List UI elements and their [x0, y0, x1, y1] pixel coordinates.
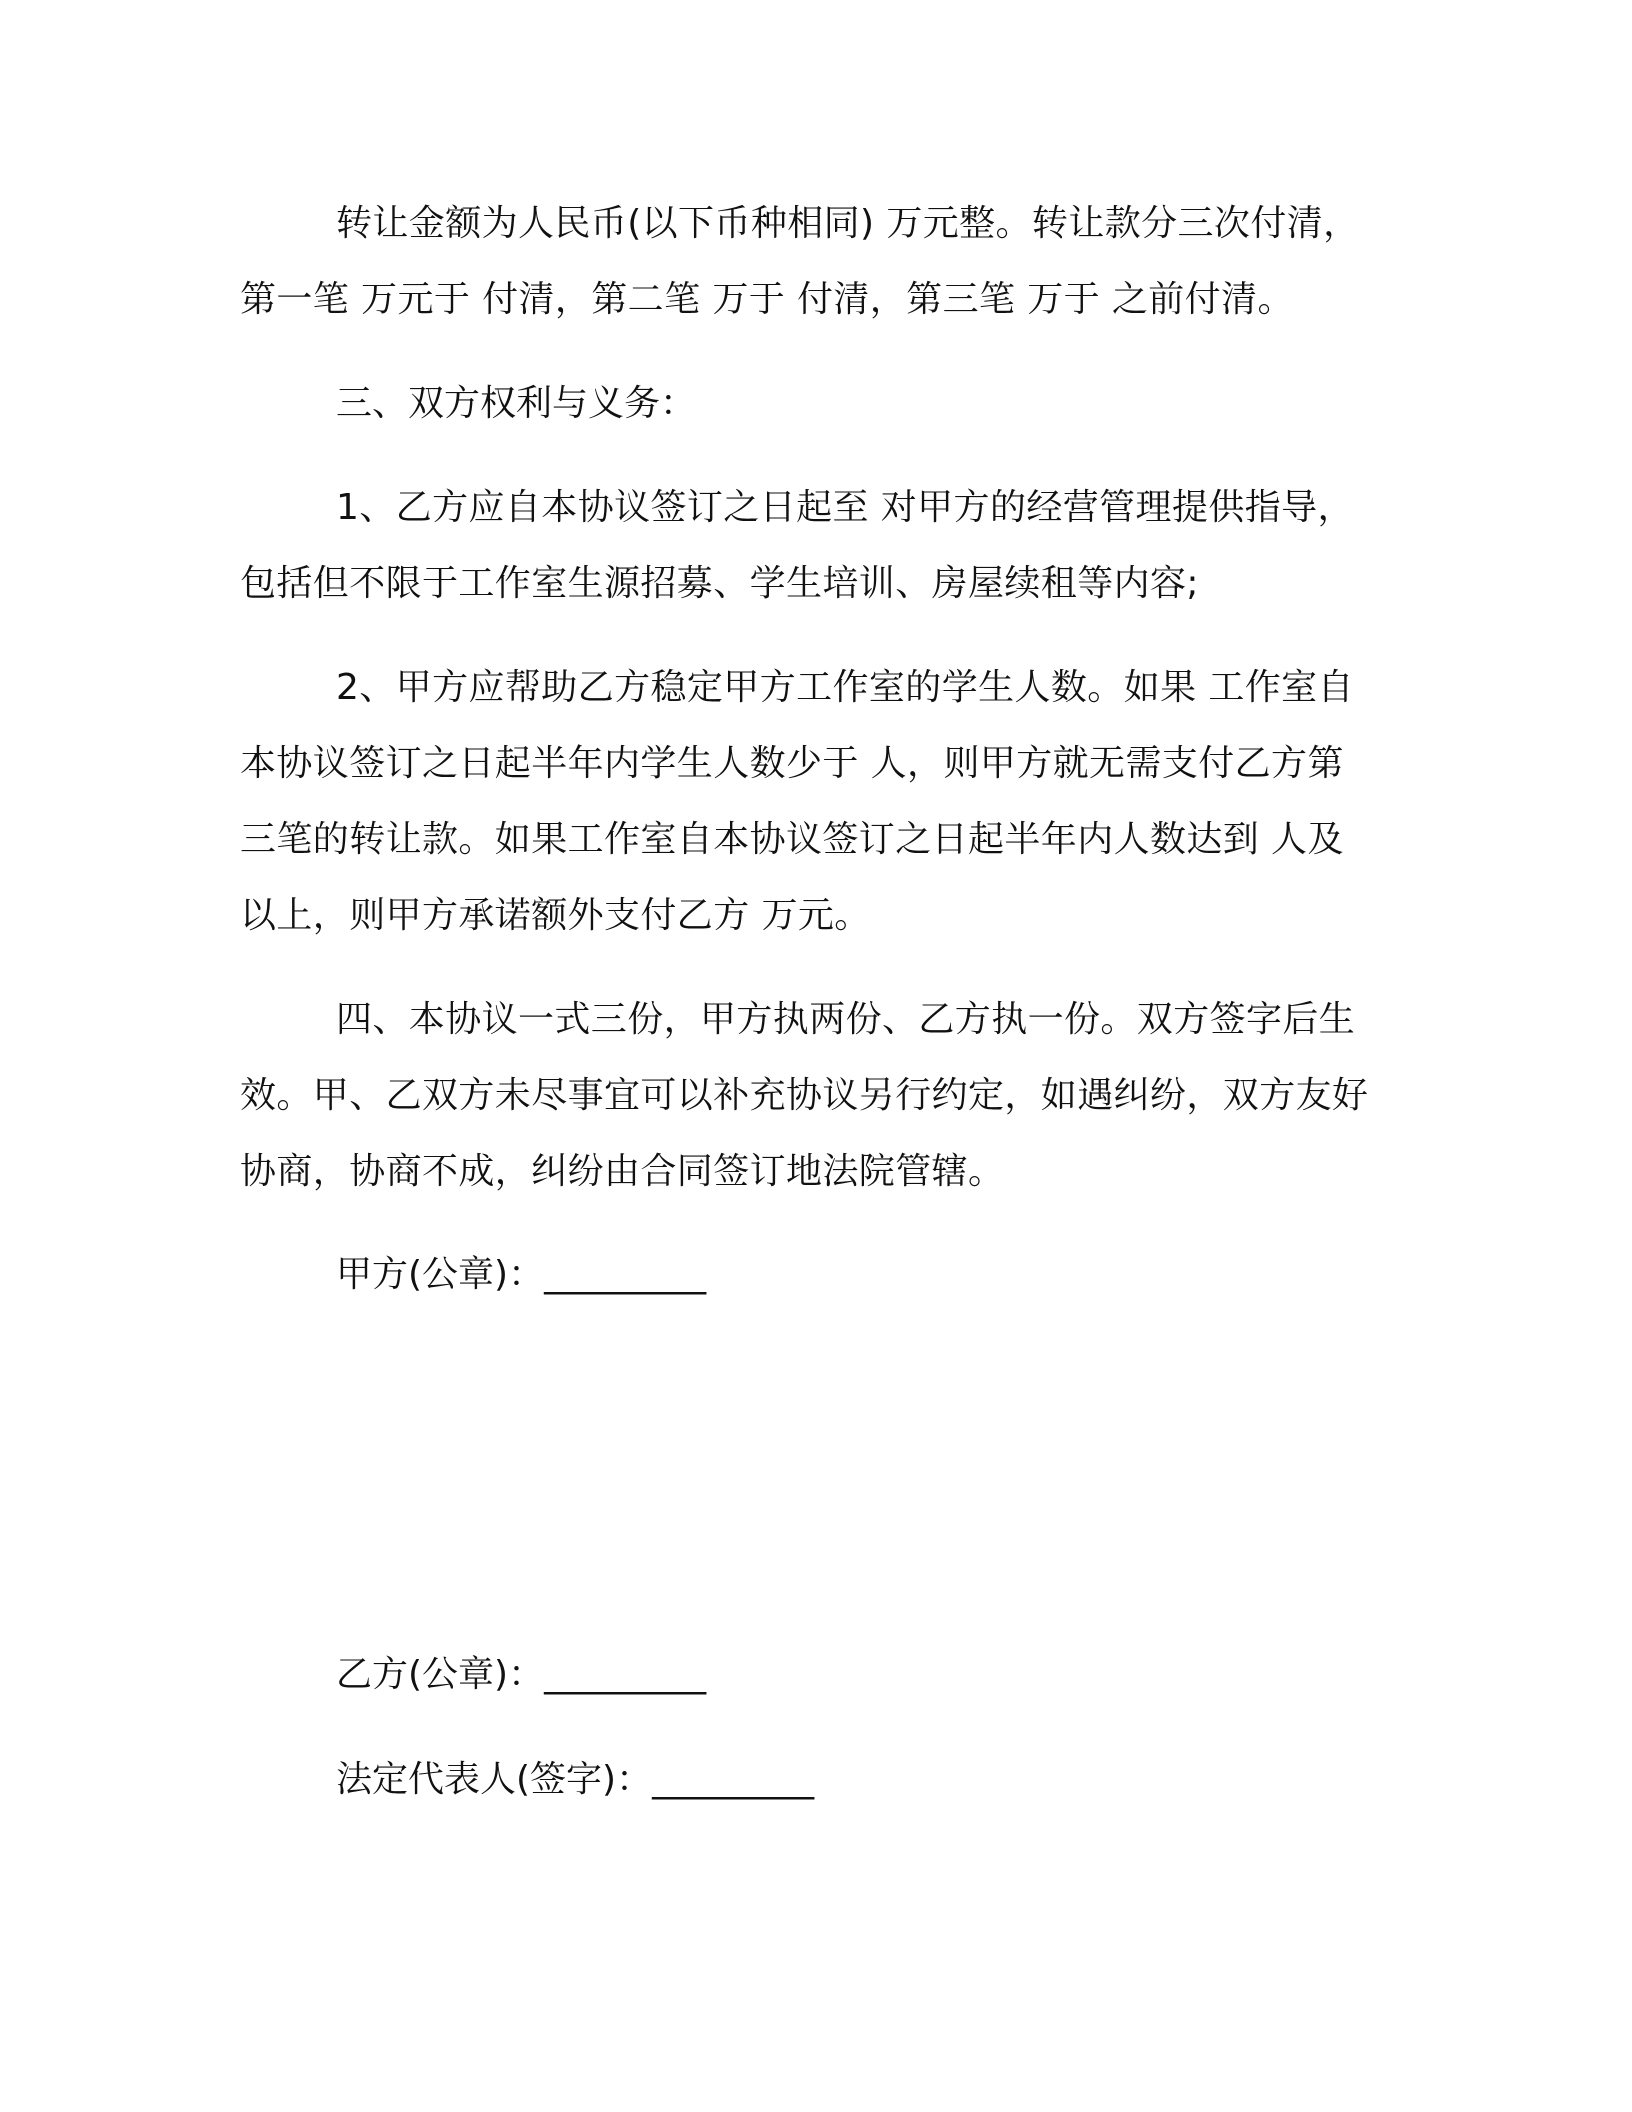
party-b-label: 乙方(公章)：: [336, 1654, 545, 1695]
party-a-label: 甲方(公章)：: [336, 1254, 545, 1295]
document-body: [240, 186, 1380, 1238]
legal-rep-blank: _________: [652, 1759, 815, 1800]
party-a-blank: _________: [544, 1254, 707, 1295]
legal-rep-label: 法定代表人(签字)：: [336, 1759, 653, 1800]
section-four-copies: 四、本协议一式三份，甲方执两份、乙方执一份。双方签字后生效。甲、乙双方未尽事宜可以补充协议另行约定，如遇纠纷，双方友好协商，协商不成，纠纷由合同签订地法院管辖。: [240, 999, 1369, 1192]
section-heading-rights-obligations: 三、双方权利与义务：: [336, 383, 697, 424]
legal-rep-signature: [336, 1750, 814, 1810]
paragraph-transfer-amount: 转让金额为人民币(以下币种相同) 万元整。转让款分三次付清，第一笔 万元于 付清，第二笔 万于 付清，第三笔 万于 之前付清。: [240, 203, 1360, 320]
clause-2-student-count: 2、甲方应帮助乙方稳定甲方工作室的学生人数。如果 工作室自本协议签订之日起半年内学生人数少于 人，则甲方就无需支付乙方第三笔的转让款。如果工作室自本协议签订之日起半年内人数达到 人及以上，则甲方承诺额外支付乙方 万元。: [240, 667, 1354, 936]
party-a-signature: [336, 1245, 706, 1305]
party-b-blank: _________: [544, 1654, 707, 1695]
clause-1-guidance: 1、乙方应自本协议签订之日起至 对甲方的经营管理提供指导，包括但不限于工作室生源招募、学生培训、房屋续租等内容;: [240, 487, 1354, 604]
party-b-signature: [336, 1645, 706, 1705]
